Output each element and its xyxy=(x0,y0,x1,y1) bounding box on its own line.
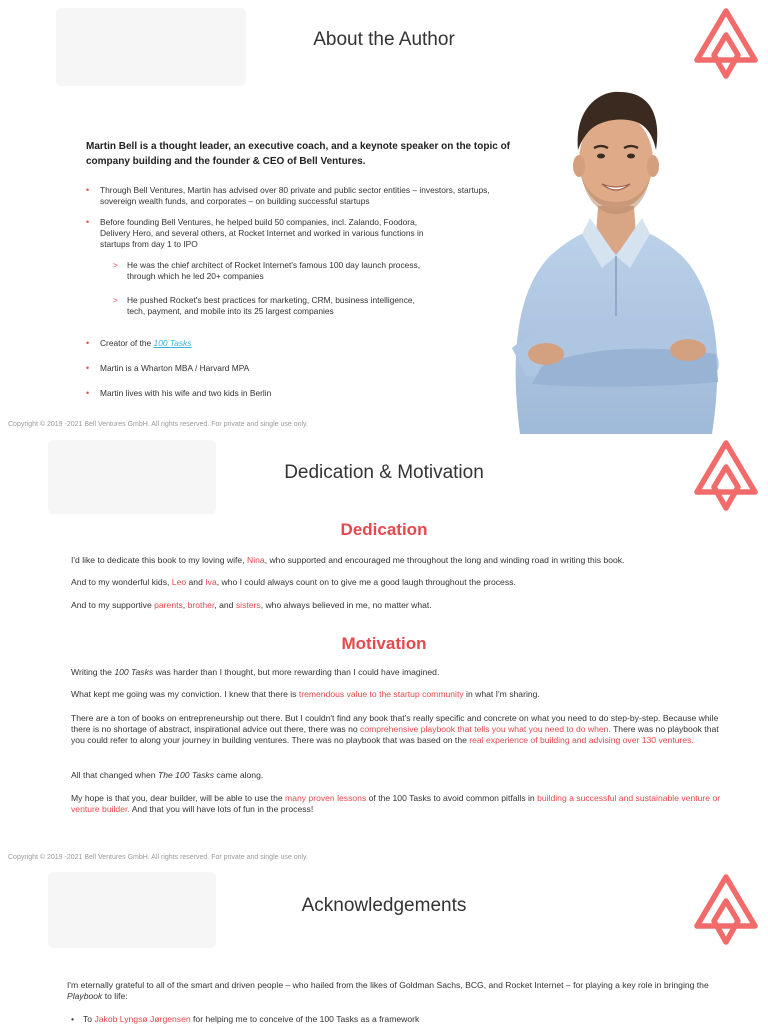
author-lead-text: Martin Bell is a thought leader, an executive coach, and a keynote speaker on the topic of company building and the founder & CEO of Bell Ventures. xyxy=(86,141,511,167)
acknowledgements-page xyxy=(0,866,768,1024)
sub-bullet-best-practices: > He pushed Rocket's best practices for marketing, CRM, business intelligence, tech, payment, and mobile into its 25 largest companies xyxy=(113,295,427,317)
page-title: Dedication & Motivation xyxy=(284,462,484,483)
bullet-advised: • Through Bell Ventures, Martin has advised over 80 private and public sector entities – investors, startups, sovereign wealth funds, and corporates – on building successful startups xyxy=(86,185,490,207)
dedication-motivation-page xyxy=(0,434,768,866)
acknowledgements-intro: I'm eternally grateful to all of the smart and driven people – who hailed from the likes of Goldman Sachs, BCG, and Rocket Internet – for playing a key role in bringing the Playbook to life: xyxy=(67,980,709,1002)
about-author-page xyxy=(0,0,768,434)
motivation-paragraph-1: Writing the 100 Tasks was harder than I thought, but more rewarding than I could have imagined. xyxy=(71,667,440,677)
page-title: About the Author xyxy=(313,29,455,50)
creator-prefix: Creator of the xyxy=(100,338,152,348)
100-tasks-link[interactable]: 100 Tasks xyxy=(153,338,192,348)
motivation-paragraph-5: My hope is that you, dear builder, will be able to use the many proven lessons of the 100 Tasks to avoid common pitfalls in building a successful and sustainable venture or venture builder. And that you will have lots of fun in the process! xyxy=(71,793,721,815)
motivation-paragraph-4: All that changed when The 100 Tasks came along. xyxy=(71,770,264,780)
bullet-mba: • Martin is a Wharton MBA / Harvard MPA xyxy=(86,363,430,374)
sub-bullet-chief-architect: > He was the chief architect of Rocket Internet's famous 100 day launch process, through which he led 20+ companies xyxy=(113,260,427,282)
page-title: Acknowledgements xyxy=(301,895,467,916)
bullet-creator xyxy=(86,338,430,349)
author-portrait xyxy=(502,86,730,434)
copyright-notice: Copyright © 2019 -2021 Bell Ventures GmbH. All rights reserved. For private and single use only. xyxy=(8,854,308,861)
dedication-paragraph-2: And to my wonderful kids, Leo and Iva, who I could always count on to give me a good laugh throughout the process. xyxy=(71,577,516,587)
copyright-notice: Copyright © 2019 -2021 Bell Ventures GmbH. All rights reserved. For private and single use only. xyxy=(8,421,308,428)
bell-ventures-logo-icon xyxy=(694,874,758,946)
bullet-home: • Martin lives with his wife and two kids in Berlin xyxy=(86,388,430,399)
bell-ventures-logo-icon xyxy=(694,8,758,80)
motivation-paragraph-2: What kept me going was my conviction. I knew that there is tremendous value to the startup community in what I'm sharing. xyxy=(71,689,540,699)
bell-ventures-logo-icon xyxy=(694,440,758,512)
bullet-before-founding: • Before founding Bell Ventures, he helped build 50 companies, incl. Zalando, Foodora, Delivery Hero, and several others, at Rocket Internet and worked in various functions in startups from day 1 to IPO xyxy=(86,217,430,250)
dedication-heading: Dedication xyxy=(340,520,428,539)
motivation-paragraph-3: There are a ton of books on entrepreneurship out there. But I couldn't find any book that's really specific and concrete on what you need to do step-by-step. Because while there is no shortage of abstract, inspirational advice out there, there was no comprehensive playbook that tells you what you need to do when. There was no playbook that you could refer to along your journey in building ventures. There was no playbook that was based on the real experience of building and advising over 130 ventures. xyxy=(71,713,719,746)
dedication-paragraph-3: And to my supportive parents, brother, and sisters, who always believed in me, no matter what. xyxy=(71,600,432,610)
motivation-heading: Motivation xyxy=(341,634,427,653)
acknowledgement-bullet: • To Jakob Lyngsø Jørgensen for helping me to conceive of the 100 Tasks as a framework xyxy=(71,1014,419,1025)
dedication-paragraph-1: I'd like to dedicate this book to my loving wife, Nina, who supported and encouraged me throughout the long and winding road in writing this book. xyxy=(71,555,625,565)
